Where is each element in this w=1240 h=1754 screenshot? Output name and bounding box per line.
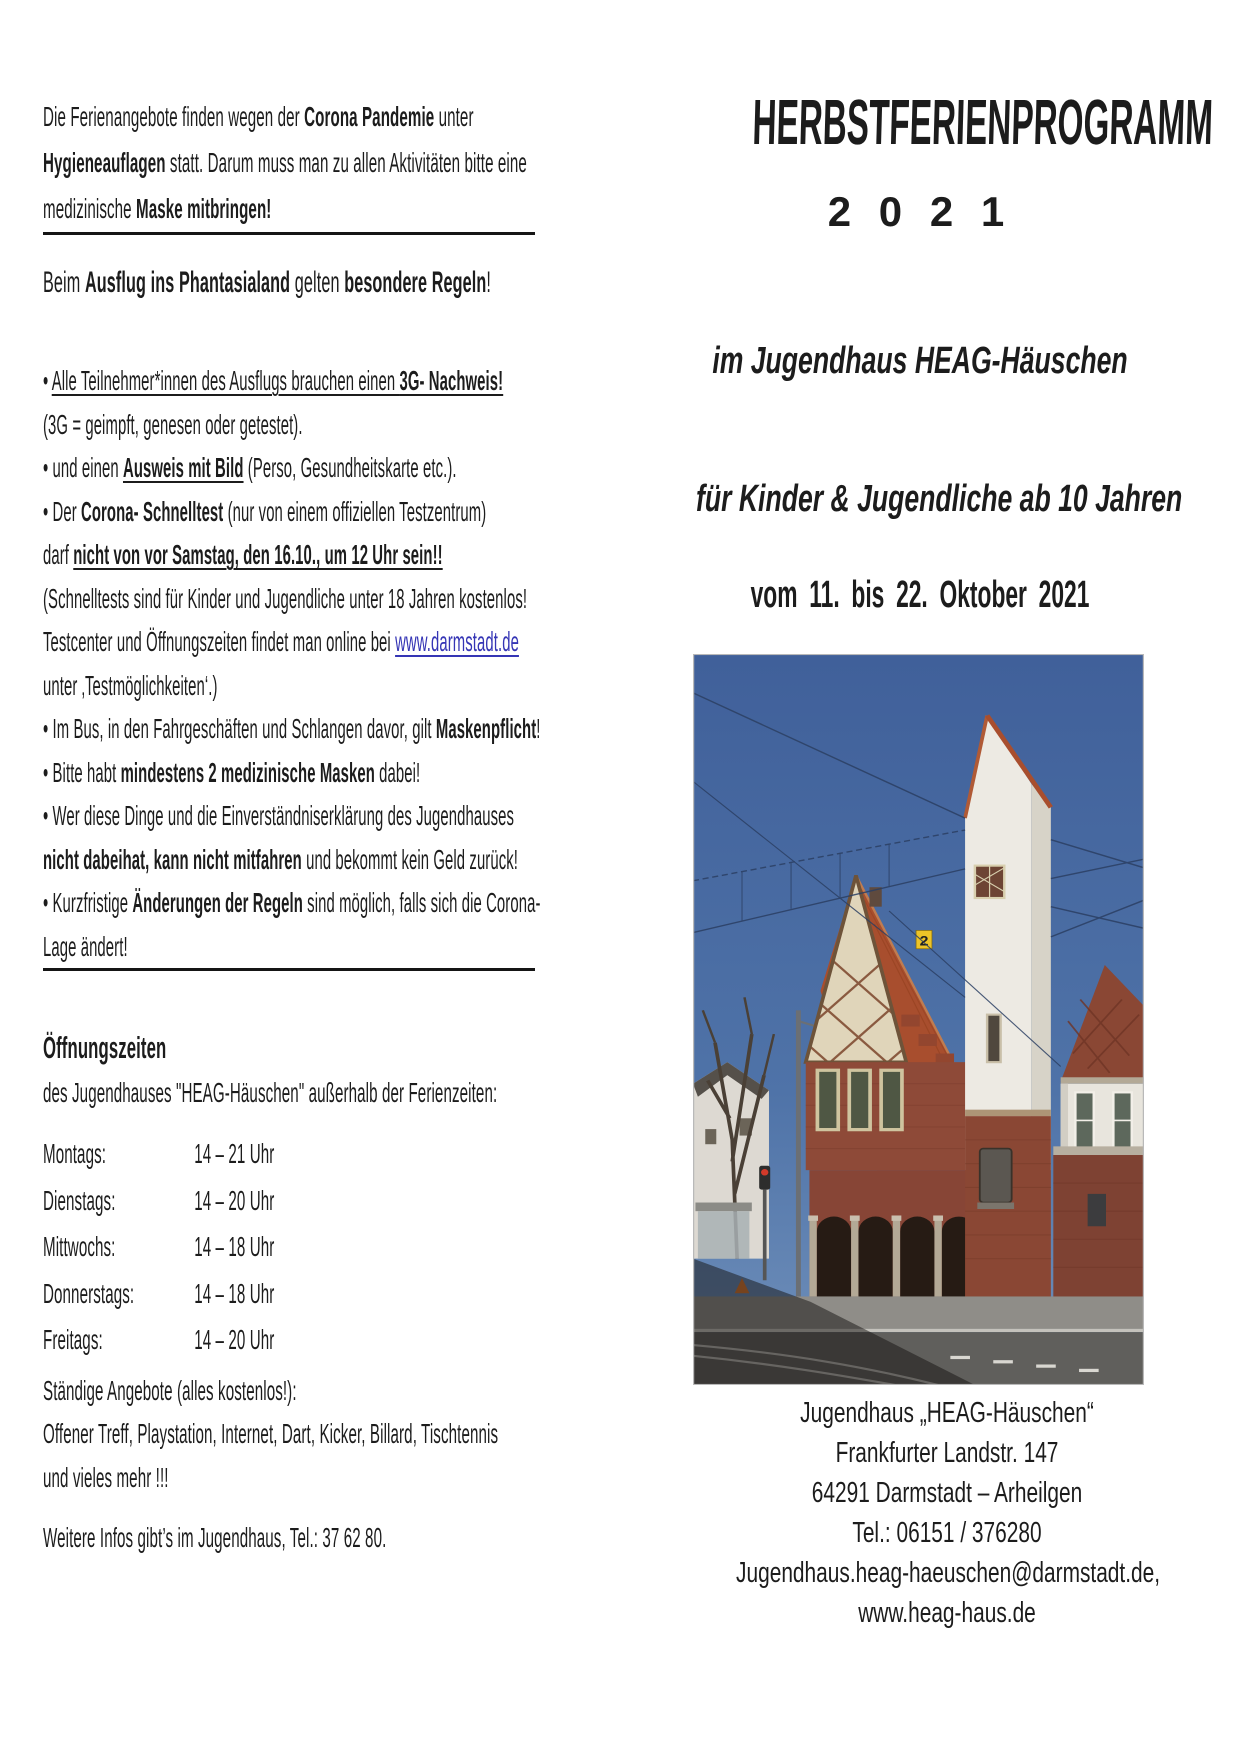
text-line: darf nicht von vor Samstag, den 16.10., um 12 Uhr sein!!	[43, 539, 443, 570]
text-line: • Im Bus, in den Fahrgeschäften und Schlangen davor, gilt Maskenpflicht!	[43, 713, 541, 744]
text-line: Tel.: 06151 / 376280	[852, 1517, 1042, 1549]
offers-paragraph	[43, 1369, 499, 1500]
svg-text:2: 2	[919, 933, 929, 950]
text-line: Jugendhaus „HEAG-Häuschen“	[800, 1397, 1094, 1429]
rules-list	[43, 359, 541, 968]
text-line: Jugendhaus.heag-haeuschen@darmstadt.de,	[736, 1557, 1161, 1589]
hours-time: 14 – 20 Uhr	[194, 1324, 275, 1355]
right-column	[600, 84, 1240, 1633]
more-info-text: Weitere Infos gibt’s im Jugendhaus, Tel.: 37 62 80.	[43, 1522, 387, 1553]
subtitle-location: im Jugendhaus HEAG-Häuschen	[712, 340, 1128, 382]
darmstadt-link[interactable]: www.darmstadt.de	[395, 626, 519, 657]
subtitle-audience: für Kinder & Jugendliche ab 10 Jahren	[696, 478, 1183, 520]
opening-hours-header	[43, 1026, 498, 1116]
text-line: • Wer diese Dinge und die Einverständniserklärung des Jugendhauses	[43, 800, 515, 831]
opening-hours-subheading: des Jugendhauses "HEAG-Häuschen" außerhalb der Ferienzeiten:	[43, 1077, 498, 1108]
section-divider-bottom	[43, 968, 535, 971]
text-line: • Kurzfristige Änderungen der Regeln sind möglich, falls sich die Corona-	[43, 887, 541, 918]
hours-time: 14 – 20 Uhr	[194, 1184, 275, 1216]
text-line: unter ‚Testmöglichkeiten‘.)	[43, 669, 218, 701]
section-divider-top	[43, 232, 535, 235]
text-line: • und einen Ausweis mit Bild (Perso, Gesundheitskarte etc.).	[43, 452, 457, 483]
hours-time: 14 – 18 Uhr	[194, 1277, 275, 1309]
opening-hours-table	[43, 1131, 318, 1364]
text-line: nicht dabeihat, kann nicht mitfahren und bekommt kein Geld zurück!	[43, 843, 519, 875]
photo-tower	[965, 716, 1051, 1306]
text-line: • Alle Teilnehmer*innen des Ausflugs brauchen einen 3G- Nachweis!	[43, 365, 504, 396]
text-line: Frankfurter Landstr. 147	[835, 1437, 1059, 1469]
opening-hours-row	[43, 1224, 318, 1271]
left-column	[43, 94, 553, 1558]
text-line: Offener Treff, Playstation, Internet, Dart, Kicker, Billard, Tischtennis	[43, 1418, 499, 1449]
opening-hours-row	[43, 1178, 318, 1225]
title-year: 2 0 2 1	[827, 188, 1013, 235]
text-line: und vieles mehr !!!	[43, 1461, 169, 1493]
date-range: vom 11. bis 22. Oktober 2021	[750, 574, 1090, 616]
text-line: 64291 Darmstadt – Arheilgen	[811, 1477, 1083, 1509]
hours-time: 14 – 18 Uhr	[194, 1231, 275, 1262]
text-line: www.heag-haus.de	[858, 1597, 1036, 1629]
intro-paragraph	[43, 94, 527, 232]
text-line: Testcenter und Öffnungszeiten findet man online bei www.darmstadt.de	[43, 626, 519, 657]
text-line: (Schnelltests sind für Kinder und Jugendliche unter 18 Jahren kostenlos!	[43, 582, 528, 614]
more-info-line	[43, 1518, 387, 1558]
hours-day: Dienstags:	[43, 1184, 116, 1216]
text-line: medizinische Maske mitbringen!	[43, 193, 272, 224]
hours-day: Freitags:	[43, 1324, 103, 1355]
text-line: • Der Corona- Schnelltest (nur von einem offiziellen Testzentrum)	[43, 495, 487, 527]
opening-hours-row	[43, 1317, 318, 1364]
text-line: • Bitte habt mindestens 2 medizinische Masken dabei!	[43, 756, 421, 788]
opening-hours-heading: Öffnungszeiten	[43, 1030, 167, 1065]
rules-heading: Beim Ausflug ins Phantasialand gelten besondere Regeln!	[43, 266, 491, 299]
text-line: Die Ferienangebote finden wegen der Corona Pandemie unter	[43, 101, 474, 132]
hours-day: Donnerstags:	[43, 1277, 135, 1309]
building-photo	[693, 654, 1144, 1385]
main-title: HERBSTFERIENPROGRAMM	[751, 86, 1214, 158]
address-block	[600, 1393, 1240, 1633]
hours-time: 14 – 21 Uhr	[194, 1138, 275, 1169]
text-line: Lage ändert!	[43, 930, 128, 962]
opening-hours-row	[43, 1271, 318, 1318]
text-line: Ständige Angebote (alles kostenlos!):	[43, 1374, 297, 1406]
opening-hours-row	[43, 1131, 318, 1178]
text-line: Hygieneauflagen statt. Darum muss man zu allen Aktivitäten bitte eine	[43, 147, 527, 178]
text-line: (3G = geimpft, genesen oder getestet).	[43, 408, 303, 440]
hours-day: Mittwochs:	[43, 1231, 116, 1262]
hours-day: Montags:	[43, 1138, 107, 1169]
